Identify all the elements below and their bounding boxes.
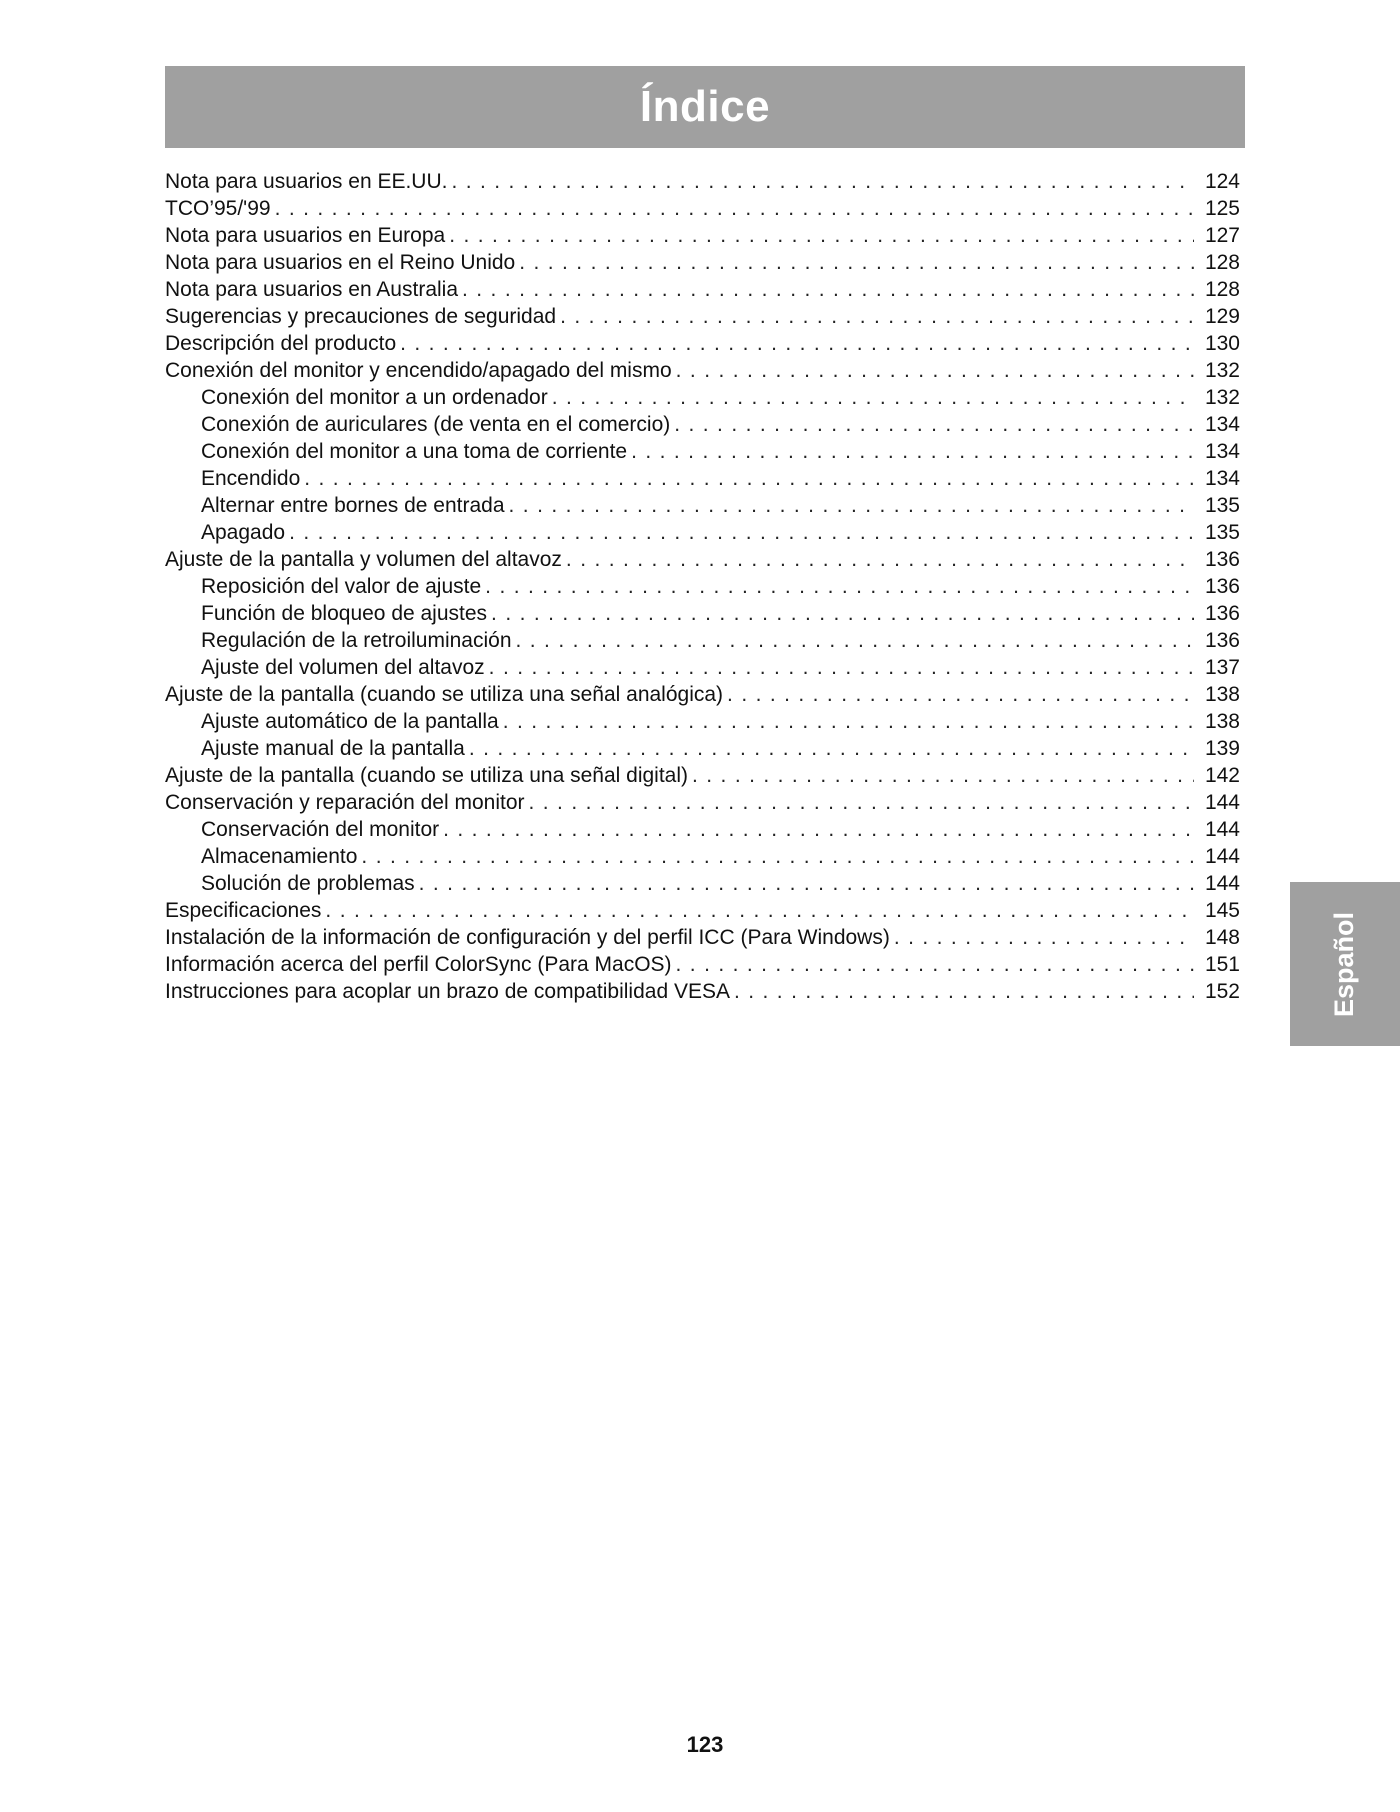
toc-entry [165,708,1240,735]
toc-dot-leader [361,843,1194,870]
toc-entry-page: 129 [1204,305,1240,328]
toc-entry-page: 135 [1204,521,1240,544]
page-title: Índice [639,82,771,131]
toc-entry [165,168,1240,195]
toc-entry-title: Conexión del monitor a una toma de corriente [201,440,628,463]
toc-entry-title: Conexión de auriculares (de venta en el comercio) [201,413,671,436]
toc-entry-page: 142 [1204,764,1240,787]
toc-entry-title: Sugerencias y precauciones de seguridad [165,305,557,328]
toc-entry [165,654,1240,681]
toc-entry-title: Conservación y reparación del monitor [165,791,525,814]
toc-entry [165,249,1240,276]
table-of-contents [165,168,1240,1005]
toc-dot-leader [516,627,1194,654]
language-tab-label: Español [1329,911,1360,1017]
toc-entry [165,924,1240,951]
toc-entry-page: 138 [1204,710,1240,733]
toc-entry-page: 136 [1204,602,1240,625]
toc-entry-title: Instrucciones para acoplar un brazo de compatibilidad VESA [165,980,730,1003]
toc-entry-title: TCO’95/'99 [165,197,271,220]
toc-dot-leader [674,411,1194,438]
toc-entry-page: 125 [1204,197,1240,220]
toc-entry [165,600,1240,627]
toc-dot-leader [734,978,1194,1005]
toc-entry-page: 132 [1204,359,1240,382]
toc-entry [165,816,1240,843]
toc-entry-page: 144 [1204,818,1240,841]
toc-entry-title: Ajuste manual de la pantalla [201,737,465,760]
toc-dot-leader [275,195,1194,222]
toc-entry-title: Instalación de la información de configuración y del perfil ICC (Para Windows) [165,926,890,949]
toc-entry-title: Ajuste del volumen del altavoz [201,656,485,679]
toc-entry [165,843,1240,870]
toc-entry-page: 135 [1204,494,1240,517]
toc-entry-page: 138 [1204,683,1240,706]
toc-entry-page: 127 [1204,224,1240,247]
toc-dot-leader [509,492,1194,519]
toc-entry-title: Nota para usuarios en Australia [165,278,459,301]
toc-entry [165,276,1240,303]
toc-entry-title: Información acerca del perfil ColorSync (Para MacOS) [165,953,672,976]
toc-entry [165,465,1240,492]
toc-dot-leader [325,897,1194,924]
toc-entry-title: Ajuste automático de la pantalla [201,710,499,733]
toc-entry [165,951,1240,978]
toc-entry-page: 136 [1204,548,1240,571]
toc-dot-leader [443,816,1194,843]
toc-entry-page: 132 [1204,386,1240,409]
toc-entry [165,573,1240,600]
toc-entry [165,762,1240,789]
toc-dot-leader [560,303,1194,330]
toc-entry-title: Solución de problemas [201,872,415,895]
toc-entry-page: 134 [1204,413,1240,436]
toc-dot-leader [304,465,1194,492]
toc-entry-title: Conexión del monitor a un ordenador [201,386,548,409]
toc-entry-title: Ajuste de la pantalla y volumen del altavoz [165,548,562,571]
toc-dot-leader [462,276,1194,303]
toc-dot-leader [676,951,1194,978]
toc-entry [165,195,1240,222]
toc-dot-leader [491,600,1194,627]
toc-entry-page: 136 [1204,575,1240,598]
toc-entry-page: 144 [1204,791,1240,814]
toc-entry [165,627,1240,654]
toc-entry [165,357,1240,384]
toc-entry [165,897,1240,924]
toc-entry [165,789,1240,816]
toc-entry-title: Ajuste de la pantalla (cuando se utiliza una señal digital) [165,764,689,787]
toc-entry-page: 128 [1204,278,1240,301]
toc-entry-title: Conexión del monitor y encendido/apagado del mismo [165,359,672,382]
toc-entry-title: Nota para usuarios en Europa [165,224,446,247]
toc-dot-leader [489,654,1194,681]
toc-entry-title: Almacenamiento [201,845,358,868]
toc-dot-leader [529,789,1194,816]
toc-entry-page: 136 [1204,629,1240,652]
toc-dot-leader [727,681,1194,708]
toc-dot-leader [519,249,1194,276]
toc-entry-title: Función de bloqueo de ajustes [201,602,488,625]
toc-dot-leader [676,357,1194,384]
toc-entry-title: Reposición del valor de ajuste [201,575,482,598]
toc-dot-leader [566,546,1194,573]
toc-entry-title: Apagado [201,521,286,544]
toc-entry [165,546,1240,573]
toc-dot-leader [289,519,1194,546]
toc-entry-title: Especificaciones [165,899,322,922]
toc-entry-title: Regulación de la retroiluminación [201,629,512,652]
toc-entry [165,978,1240,1005]
toc-entry [165,492,1240,519]
toc-entry-page: 148 [1204,926,1240,949]
toc-entry-title: Descripción del producto [165,332,397,355]
toc-entry-page: 151 [1204,953,1240,976]
toc-entry [165,735,1240,762]
toc-dot-leader [692,762,1194,789]
toc-dot-leader [451,168,1194,195]
toc-dot-leader [469,735,1194,762]
toc-entry [165,384,1240,411]
toc-dot-leader [449,222,1194,249]
toc-entry-page: 152 [1204,980,1240,1003]
toc-dot-leader [631,438,1194,465]
toc-entry-page: 134 [1204,440,1240,463]
toc-entry-page: 139 [1204,737,1240,760]
toc-entry-page: 134 [1204,467,1240,490]
toc-dot-leader [894,924,1194,951]
toc-dot-leader [419,870,1194,897]
title-banner [165,66,1245,148]
toc-entry-title: Conservación del monitor [201,818,440,841]
toc-entry-page: 130 [1204,332,1240,355]
toc-entry-title: Nota para usuarios en EE.UU. [165,170,448,193]
toc-entry [165,681,1240,708]
language-tab [1290,882,1400,1046]
toc-entry [165,438,1240,465]
toc-entry-page: 144 [1204,845,1240,868]
toc-entry [165,870,1240,897]
toc-entry-page: 124 [1204,170,1240,193]
toc-dot-leader [485,573,1194,600]
toc-entry [165,330,1240,357]
toc-entry-page: 128 [1204,251,1240,274]
toc-entry [165,222,1240,249]
toc-entry-page: 137 [1204,656,1240,679]
toc-entry-page: 145 [1204,899,1240,922]
toc-entry-title: Nota para usuarios en el Reino Unido [165,251,516,274]
toc-entry [165,303,1240,330]
toc-entry-title: Alternar entre bornes de entrada [201,494,505,517]
toc-dot-leader [503,708,1194,735]
toc-dot-leader [552,384,1194,411]
page-number: 123 [686,1732,724,1757]
toc-dot-leader [400,330,1194,357]
toc-entry-title: Encendido [201,467,301,490]
toc-entry [165,519,1240,546]
toc-entry-title: Ajuste de la pantalla (cuando se utiliza una señal analógica) [165,683,724,706]
toc-entry-page: 144 [1204,872,1240,895]
toc-entry [165,411,1240,438]
